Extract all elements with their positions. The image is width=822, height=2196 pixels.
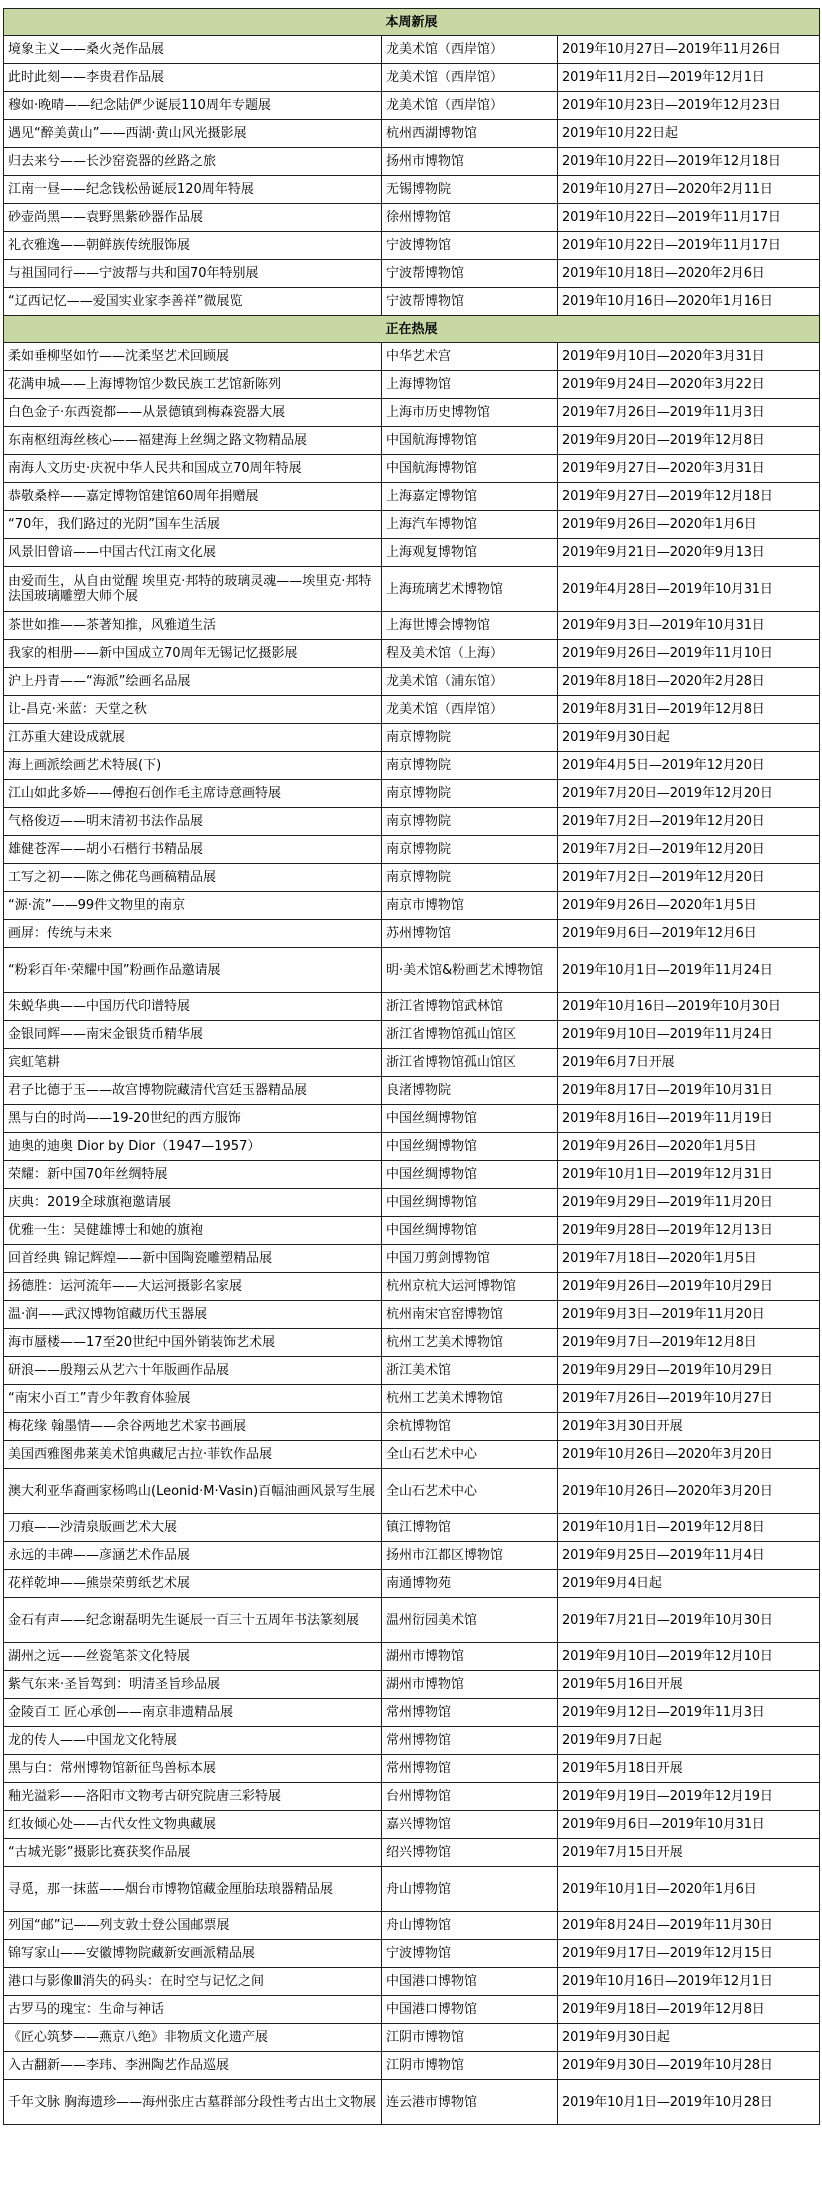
exhibition-venue: 南京博物院 bbox=[382, 836, 558, 864]
exhibition-dates: 2019年7月15日开展 bbox=[558, 1839, 820, 1867]
exhibition-title: 扬德胜：运河流年——大运河摄影名家展 bbox=[4, 1273, 382, 1301]
table-row bbox=[4, 1699, 820, 1727]
exhibition-venue: 苏州博物馆 bbox=[382, 920, 558, 948]
exhibition-dates: 2019年7月18日—2020年1月5日 bbox=[558, 1245, 820, 1273]
exhibition-dates: 2019年10月1日—2019年12月8日 bbox=[558, 1514, 820, 1542]
exhibition-title: 金石有声——纪念谢磊明先生诞辰一百三十五周年书法篆刻展 bbox=[4, 1598, 382, 1643]
exhibition-dates: 2019年7月20日—2019年12月20日 bbox=[558, 780, 820, 808]
exhibition-venue: 全山石艺术中心 bbox=[382, 1441, 558, 1469]
exhibition-dates: 2019年9月27日—2020年3月31日 bbox=[558, 455, 820, 483]
table-row bbox=[4, 511, 820, 539]
table-row bbox=[4, 232, 820, 260]
exhibition-venue: 南京博物院 bbox=[382, 724, 558, 752]
exhibition-title: 砂壶尚黑——袁野黑紫砂器作品展 bbox=[4, 204, 382, 232]
exhibition-dates: 2019年9月26日—2020年1月5日 bbox=[558, 1133, 820, 1161]
table-row bbox=[4, 539, 820, 567]
exhibition-venue: 良渚博物院 bbox=[382, 1077, 558, 1105]
section-title: 本周新展 bbox=[4, 9, 820, 36]
exhibition-venue: 浙江省博物馆武林馆 bbox=[382, 993, 558, 1021]
exhibition-dates: 2019年9月6日—2019年10月31日 bbox=[558, 1811, 820, 1839]
table-row bbox=[4, 2052, 820, 2080]
table-row bbox=[4, 1133, 820, 1161]
exhibition-dates: 2019年7月2日—2019年12月20日 bbox=[558, 864, 820, 892]
exhibition-title: 茶世如推——茶著知推，风雅道生活 bbox=[4, 612, 382, 640]
exhibition-title: 黑与白的时尚——19-20世纪的西方服饰 bbox=[4, 1105, 382, 1133]
exhibition-title: 入古翻新——李玮、李洲陶艺作品巡展 bbox=[4, 2052, 382, 2080]
table-row bbox=[4, 120, 820, 148]
exhibition-title: 花样乾坤——熊崇荣剪纸艺术展 bbox=[4, 1570, 382, 1598]
table-row bbox=[4, 427, 820, 455]
exhibition-venue: 龙美术馆（西岸馆） bbox=[382, 92, 558, 120]
exhibition-title: 海市蜃楼——17至20世纪中国外销装饰艺术展 bbox=[4, 1329, 382, 1357]
table-row bbox=[4, 1217, 820, 1245]
table-row bbox=[4, 993, 820, 1021]
exhibition-title: 回首经典 锦记辉煌——新中国陶瓷雕塑精品展 bbox=[4, 1245, 382, 1273]
exhibition-venue: 龙美术馆（浦东馆） bbox=[382, 668, 558, 696]
section-header-row bbox=[4, 316, 820, 343]
exhibition-dates: 2019年3月30日开展 bbox=[558, 1413, 820, 1441]
exhibition-title: 雄健苍浑——胡小石楷行书精品展 bbox=[4, 836, 382, 864]
table-row bbox=[4, 696, 820, 724]
exhibition-title: 气格俊迈——明末清初书法作品展 bbox=[4, 808, 382, 836]
exhibition-title: 梅花缘 翰墨情——余谷两地艺术家书画展 bbox=[4, 1413, 382, 1441]
table-row bbox=[4, 1161, 820, 1189]
table-row bbox=[4, 752, 820, 780]
table-row bbox=[4, 343, 820, 371]
exhibition-dates: 2019年7月2日—2019年12月20日 bbox=[558, 808, 820, 836]
table-row bbox=[4, 1514, 820, 1542]
exhibition-venue: 中国丝绸博物馆 bbox=[382, 1161, 558, 1189]
exhibition-title: 江山如此多娇——傅抱石创作毛主席诗意画特展 bbox=[4, 780, 382, 808]
exhibition-title: “南宋小百工”青少年教育体验展 bbox=[4, 1385, 382, 1413]
exhibition-dates: 2019年9月26日—2019年10月29日 bbox=[558, 1273, 820, 1301]
table-row bbox=[4, 1598, 820, 1643]
table-row bbox=[4, 1727, 820, 1755]
exhibition-venue: 台州博物馆 bbox=[382, 1783, 558, 1811]
table-row bbox=[4, 1357, 820, 1385]
exhibition-title: 朱蜕华典——中国历代印谱特展 bbox=[4, 993, 382, 1021]
table-row bbox=[4, 455, 820, 483]
exhibition-venue: 扬州市江都区博物馆 bbox=[382, 1542, 558, 1570]
table-row bbox=[4, 1542, 820, 1570]
section-header-row bbox=[4, 9, 820, 36]
table-row bbox=[4, 483, 820, 511]
exhibition-dates: 2019年9月27日—2019年12月18日 bbox=[558, 483, 820, 511]
table-row bbox=[4, 836, 820, 864]
exhibition-venue: 上海世博会博物馆 bbox=[382, 612, 558, 640]
exhibition-title: 让-昌克·米蓝：天堂之秋 bbox=[4, 696, 382, 724]
table-row bbox=[4, 92, 820, 120]
exhibition-title: 东南枢纽海丝核心——福建海上丝绸之路文物精品展 bbox=[4, 427, 382, 455]
exhibition-venue: 余杭博物馆 bbox=[382, 1413, 558, 1441]
exhibition-venue: 杭州京杭大运河博物馆 bbox=[382, 1273, 558, 1301]
exhibition-venue: 宁波帮博物馆 bbox=[382, 288, 558, 316]
exhibition-title: 永远的丰碑——彦涵艺术作品展 bbox=[4, 1542, 382, 1570]
table-row bbox=[4, 780, 820, 808]
exhibition-title: 金银同辉——南宋金银货币精华展 bbox=[4, 1021, 382, 1049]
exhibition-title: 庆典：2019全球旗袍邀请展 bbox=[4, 1189, 382, 1217]
exhibition-title: “古城光影”摄影比赛获奖作品展 bbox=[4, 1839, 382, 1867]
exhibition-venue: 常州博物馆 bbox=[382, 1699, 558, 1727]
exhibition-venue: 宁波博物馆 bbox=[382, 232, 558, 260]
exhibition-venue: 杭州工艺美术博物馆 bbox=[382, 1385, 558, 1413]
exhibition-title: 南海人文历史·庆祝中华人民共和国成立70周年特展 bbox=[4, 455, 382, 483]
exhibition-table-body bbox=[4, 9, 820, 2125]
exhibition-title: 黑与白：常州博物馆新征鸟兽标本展 bbox=[4, 1755, 382, 1783]
exhibition-venue: 常州博物馆 bbox=[382, 1755, 558, 1783]
exhibition-venue: 徐州博物馆 bbox=[382, 204, 558, 232]
exhibition-dates: 2019年10月26日—2020年3月20日 bbox=[558, 1441, 820, 1469]
exhibition-dates: 2019年10月16日—2020年1月16日 bbox=[558, 288, 820, 316]
exhibition-dates: 2019年10月18日—2020年2月6日 bbox=[558, 260, 820, 288]
exhibition-venue: 中国航海博物馆 bbox=[382, 427, 558, 455]
table-row bbox=[4, 64, 820, 92]
exhibition-title: 优雅一生：吴健雄博士和她的旗袍 bbox=[4, 1217, 382, 1245]
exhibition-venue: 南京市博物馆 bbox=[382, 892, 558, 920]
exhibition-dates: 2019年10月22日—2019年12月18日 bbox=[558, 148, 820, 176]
exhibition-dates: 2019年9月26日—2019年11月10日 bbox=[558, 640, 820, 668]
exhibition-title: “辽西记忆——爱国实业家李善祥”微展览 bbox=[4, 288, 382, 316]
exhibition-title: “70年，我们路过的光阴”国车生活展 bbox=[4, 511, 382, 539]
exhibition-venue: 中国刀剪剑博物馆 bbox=[382, 1245, 558, 1273]
exhibition-dates: 2019年9月18日—2019年12月8日 bbox=[558, 1996, 820, 2024]
table-row bbox=[4, 567, 820, 612]
exhibition-title: 画屏：传统与未来 bbox=[4, 920, 382, 948]
table-row bbox=[4, 176, 820, 204]
exhibition-dates: 2019年9月6日—2019年12月6日 bbox=[558, 920, 820, 948]
table-row bbox=[4, 1940, 820, 1968]
exhibition-venue: 南京博物院 bbox=[382, 864, 558, 892]
exhibition-dates: 2019年6月7日开展 bbox=[558, 1049, 820, 1077]
exhibition-dates: 2019年9月25日—2019年11月4日 bbox=[558, 1542, 820, 1570]
table-row bbox=[4, 612, 820, 640]
exhibition-title: 港口与影像Ⅲ消失的码头：在时空与记忆之间 bbox=[4, 1968, 382, 1996]
exhibition-title: “粉彩百年·荣耀中国”粉画作品邀请展 bbox=[4, 948, 382, 993]
exhibition-dates: 2019年5月16日开展 bbox=[558, 1671, 820, 1699]
exhibition-title: 恭敬桑梓——嘉定博物馆建馆60周年捐赠展 bbox=[4, 483, 382, 511]
exhibition-dates: 2019年4月28日—2019年10月31日 bbox=[558, 567, 820, 612]
exhibition-title: 锦写家山——安徽博物院藏新安画派精品展 bbox=[4, 1940, 382, 1968]
exhibition-dates: 2019年10月1日—2019年10月28日 bbox=[558, 2080, 820, 2125]
exhibition-dates: 2019年9月10日—2020年3月31日 bbox=[558, 343, 820, 371]
exhibition-venue: 嘉兴博物馆 bbox=[382, 1811, 558, 1839]
exhibition-dates: 2019年11月2日—2019年12月1日 bbox=[558, 64, 820, 92]
table-row bbox=[4, 948, 820, 993]
exhibition-venue: 上海汽车博物馆 bbox=[382, 511, 558, 539]
exhibition-dates: 2019年10月27日—2019年11月26日 bbox=[558, 36, 820, 64]
exhibition-venue: 无锡博物院 bbox=[382, 176, 558, 204]
exhibition-title: 研浪——殷翔云从艺六十年版画作品展 bbox=[4, 1357, 382, 1385]
exhibition-venue: 南京博物院 bbox=[382, 780, 558, 808]
exhibition-title: 澳大利亚华裔画家杨鸣山(Leonid·M·Vasin)百幅油画风景写生展 bbox=[4, 1469, 382, 1514]
table-row bbox=[4, 1811, 820, 1839]
table-row bbox=[4, 1867, 820, 1912]
exhibition-venue: 杭州西湖博物馆 bbox=[382, 120, 558, 148]
exhibition-venue: 上海观复博物馆 bbox=[382, 539, 558, 567]
table-row bbox=[4, 1755, 820, 1783]
exhibition-venue: 镇江博物馆 bbox=[382, 1514, 558, 1542]
exhibition-title: 湖州之远——丝瓷笔茶文化特展 bbox=[4, 1643, 382, 1671]
table-row bbox=[4, 892, 820, 920]
exhibition-dates: 2019年10月23日—2019年12月23日 bbox=[558, 92, 820, 120]
table-row bbox=[4, 1783, 820, 1811]
exhibition-title: 红妆倾心处——古代女性文物典藏展 bbox=[4, 1811, 382, 1839]
exhibition-title: 归去来兮——长沙窑瓷器的丝路之旅 bbox=[4, 148, 382, 176]
exhibition-venue: 舟山博物馆 bbox=[382, 1867, 558, 1912]
exhibition-title: 柔如垂柳坚如竹——沈柔坚艺术回顾展 bbox=[4, 343, 382, 371]
table-row bbox=[4, 1968, 820, 1996]
table-row bbox=[4, 1021, 820, 1049]
exhibition-dates: 2019年9月3日—2019年10月31日 bbox=[558, 612, 820, 640]
exhibition-venue: 浙江省博物馆孤山馆区 bbox=[382, 1021, 558, 1049]
exhibition-table bbox=[3, 8, 820, 2125]
exhibition-venue: 中国丝绸博物馆 bbox=[382, 1217, 558, 1245]
exhibition-dates: 2019年9月28日—2019年12月13日 bbox=[558, 1217, 820, 1245]
exhibition-venue: 中国丝绸博物馆 bbox=[382, 1105, 558, 1133]
exhibition-title: 古罗马的瑰宝：生命与神话 bbox=[4, 1996, 382, 2024]
exhibition-venue: 扬州市博物馆 bbox=[382, 148, 558, 176]
exhibition-title: 与祖国同行——宁波帮与共和国70年特别展 bbox=[4, 260, 382, 288]
exhibition-venue: 全山石艺术中心 bbox=[382, 1469, 558, 1514]
exhibition-dates: 2019年7月26日—2019年10月27日 bbox=[558, 1385, 820, 1413]
exhibition-venue: 上海市历史博物馆 bbox=[382, 399, 558, 427]
table-row bbox=[4, 1912, 820, 1940]
table-row bbox=[4, 2080, 820, 2125]
exhibition-venue: 浙江省博物馆孤山馆区 bbox=[382, 1049, 558, 1077]
exhibition-title: 境象主义——桑火尧作品展 bbox=[4, 36, 382, 64]
exhibition-dates: 2019年9月21日—2020年9月13日 bbox=[558, 539, 820, 567]
exhibition-venue: 中国丝绸博物馆 bbox=[382, 1189, 558, 1217]
exhibition-dates: 2019年10月1日—2019年12月31日 bbox=[558, 1161, 820, 1189]
exhibition-venue: 舟山博物馆 bbox=[382, 1912, 558, 1940]
exhibition-title: 龙的传人——中国龙文化特展 bbox=[4, 1727, 382, 1755]
table-row bbox=[4, 920, 820, 948]
exhibition-title: 此时此刻——李贵君作品展 bbox=[4, 64, 382, 92]
exhibition-dates: 2019年10月22日起 bbox=[558, 120, 820, 148]
exhibition-dates: 2019年9月29日—2019年11月20日 bbox=[558, 1189, 820, 1217]
exhibition-venue: 南京博物院 bbox=[382, 808, 558, 836]
exhibition-dates: 2019年7月26日—2019年11月3日 bbox=[558, 399, 820, 427]
exhibition-dates: 2019年10月1日—2020年1月6日 bbox=[558, 1867, 820, 1912]
exhibition-dates: 2019年9月26日—2020年1月6日 bbox=[558, 511, 820, 539]
exhibition-title: 风景旧曾谙——中国古代江南文化展 bbox=[4, 539, 382, 567]
exhibition-dates: 2019年8月24日—2019年11月30日 bbox=[558, 1912, 820, 1940]
exhibition-dates: 2019年9月17日—2019年12月15日 bbox=[558, 1940, 820, 1968]
table-row bbox=[4, 1671, 820, 1699]
exhibition-venue: 上海琉璃艺术博物馆 bbox=[382, 567, 558, 612]
exhibition-title: 工写之初——陈之佛花鸟画稿精品展 bbox=[4, 864, 382, 892]
exhibition-title: 遇见“醉美黄山”——西湖·黄山风光摄影展 bbox=[4, 120, 382, 148]
exhibition-venue: 龙美术馆（西岸馆） bbox=[382, 36, 558, 64]
exhibition-title: 荣耀：新中国70年丝绸特展 bbox=[4, 1161, 382, 1189]
exhibition-venue: 明·美术馆&粉画艺术博物馆 bbox=[382, 948, 558, 993]
exhibition-dates: 2019年10月22日—2019年11月17日 bbox=[558, 232, 820, 260]
exhibition-dates: 2019年9月10日—2019年12月10日 bbox=[558, 1643, 820, 1671]
exhibition-title: 白色金子·东西瓷都——从景德镇到梅森瓷器大展 bbox=[4, 399, 382, 427]
exhibition-title: 釉光溢彩——洛阳市文物考古研究院唐三彩特展 bbox=[4, 1783, 382, 1811]
exhibition-dates: 2019年10月26日—2020年3月20日 bbox=[558, 1469, 820, 1514]
exhibition-title: 宾虹笔耕 bbox=[4, 1049, 382, 1077]
exhibition-venue: 浙江美术馆 bbox=[382, 1357, 558, 1385]
table-row bbox=[4, 1643, 820, 1671]
exhibition-title: 寻觅，那一抹蓝——烟台市博物馆藏金厘胎珐琅器精品展 bbox=[4, 1867, 382, 1912]
exhibition-dates: 2019年10月16日—2019年10月30日 bbox=[558, 993, 820, 1021]
exhibition-title: 美国西雅图弗莱美术馆典藏尼古拉·菲钦作品展 bbox=[4, 1441, 382, 1469]
table-row bbox=[4, 668, 820, 696]
exhibition-venue: 湖州市博物馆 bbox=[382, 1671, 558, 1699]
table-row bbox=[4, 260, 820, 288]
exhibition-dates: 2019年9月30日—2019年10月28日 bbox=[558, 2052, 820, 2080]
exhibition-dates: 2019年8月31日—2019年12月8日 bbox=[558, 696, 820, 724]
exhibition-dates: 2019年9月19日—2019年12月19日 bbox=[558, 1783, 820, 1811]
exhibition-dates: 2019年9月20日—2019年12月8日 bbox=[558, 427, 820, 455]
exhibition-dates: 2019年9月30日起 bbox=[558, 2024, 820, 2052]
table-row bbox=[4, 1839, 820, 1867]
section-title: 正在热展 bbox=[4, 316, 820, 343]
exhibition-dates: 2019年8月18日—2020年2月28日 bbox=[558, 668, 820, 696]
exhibition-dates: 2019年9月26日—2020年1月5日 bbox=[558, 892, 820, 920]
exhibition-venue: 中国丝绸博物馆 bbox=[382, 1133, 558, 1161]
table-row bbox=[4, 36, 820, 64]
exhibition-dates: 2019年10月27日—2020年2月11日 bbox=[558, 176, 820, 204]
exhibition-venue: 龙美术馆（西岸馆） bbox=[382, 696, 558, 724]
exhibition-dates: 2019年9月30日起 bbox=[558, 724, 820, 752]
exhibition-venue: 杭州工艺美术博物馆 bbox=[382, 1329, 558, 1357]
table-row bbox=[4, 1077, 820, 1105]
table-row bbox=[4, 1329, 820, 1357]
exhibition-venue: 龙美术馆（西岸馆） bbox=[382, 64, 558, 92]
exhibition-venue: 中华艺术宫 bbox=[382, 343, 558, 371]
exhibition-dates: 2019年9月4日起 bbox=[558, 1570, 820, 1598]
exhibition-venue: 上海博物馆 bbox=[382, 371, 558, 399]
exhibition-title: 我家的相册——新中国成立70周年无锡记忆摄影展 bbox=[4, 640, 382, 668]
exhibition-title: 海上画派绘画艺术特展(下) bbox=[4, 752, 382, 780]
table-row bbox=[4, 864, 820, 892]
exhibition-venue: 常州博物馆 bbox=[382, 1727, 558, 1755]
table-row bbox=[4, 1105, 820, 1133]
exhibition-dates: 2019年5月18日开展 bbox=[558, 1755, 820, 1783]
table-row bbox=[4, 1441, 820, 1469]
exhibition-title: 穆如·晚晴——纪念陆俨少诞辰110周年专题展 bbox=[4, 92, 382, 120]
table-row bbox=[4, 1996, 820, 2024]
exhibition-dates: 2019年4月5日—2019年12月20日 bbox=[558, 752, 820, 780]
table-row bbox=[4, 148, 820, 176]
exhibition-venue: 杭州南宋官窑博物馆 bbox=[382, 1301, 558, 1329]
exhibition-dates: 2019年9月7日起 bbox=[558, 1727, 820, 1755]
exhibition-title: 刀痕——沙清泉版画艺术大展 bbox=[4, 1514, 382, 1542]
table-row bbox=[4, 808, 820, 836]
table-row bbox=[4, 724, 820, 752]
exhibition-title: 金陵百工 匠心承创——南京非遗精品展 bbox=[4, 1699, 382, 1727]
exhibition-title: 迪奥的迪奥 Dior by Dior（1947—1957） bbox=[4, 1133, 382, 1161]
exhibition-venue: 温州衍园美术馆 bbox=[382, 1598, 558, 1643]
exhibition-venue: 程及美术馆（上海） bbox=[382, 640, 558, 668]
exhibition-title: 温·润——武汉博物馆藏历代玉器展 bbox=[4, 1301, 382, 1329]
exhibition-venue: 宁波帮博物馆 bbox=[382, 260, 558, 288]
table-row bbox=[4, 1049, 820, 1077]
exhibition-venue: 南京博物院 bbox=[382, 752, 558, 780]
exhibition-dates: 2019年7月21日—2019年10月30日 bbox=[558, 1598, 820, 1643]
exhibition-dates: 2019年9月24日—2020年3月22日 bbox=[558, 371, 820, 399]
exhibition-venue: 上海嘉定博物馆 bbox=[382, 483, 558, 511]
table-row bbox=[4, 1469, 820, 1514]
exhibition-dates: 2019年8月17日—2019年10月31日 bbox=[558, 1077, 820, 1105]
exhibition-dates: 2019年8月16日—2019年11月19日 bbox=[558, 1105, 820, 1133]
table-row bbox=[4, 1301, 820, 1329]
table-row bbox=[4, 1413, 820, 1441]
exhibition-venue: 中国港口博物馆 bbox=[382, 1996, 558, 2024]
exhibition-dates: 2019年9月29日—2019年10月29日 bbox=[558, 1357, 820, 1385]
exhibition-venue: 绍兴博物馆 bbox=[382, 1839, 558, 1867]
exhibition-title: 江苏重大建设成就展 bbox=[4, 724, 382, 752]
table-row bbox=[4, 1570, 820, 1598]
exhibition-dates: 2019年9月12日—2019年11月3日 bbox=[558, 1699, 820, 1727]
exhibition-dates: 2019年9月7日—2019年12月8日 bbox=[558, 1329, 820, 1357]
exhibition-title: 列国“邮”记——列支敦士登公国邮票展 bbox=[4, 1912, 382, 1940]
exhibition-dates: 2019年10月1日—2019年11月24日 bbox=[558, 948, 820, 993]
exhibition-title: 君子比德于玉——故宫博物院藏清代宫廷玉器精品展 bbox=[4, 1077, 382, 1105]
table-row bbox=[4, 1189, 820, 1217]
exhibition-title: 千年文脉 胸海遗珍——海州张庄古墓群部分段性考古出土文物展 bbox=[4, 2080, 382, 2125]
exhibition-dates: 2019年7月2日—2019年12月20日 bbox=[558, 836, 820, 864]
exhibition-venue: 江阴市博物馆 bbox=[382, 2052, 558, 2080]
exhibition-dates: 2019年9月3日—2019年11月20日 bbox=[558, 1301, 820, 1329]
table-row bbox=[4, 399, 820, 427]
exhibition-title: 由爱而生，从自由觉醒 埃里克·邦特的玻璃灵魂——埃里克·邦特 法国玻璃雕塑大师个展 bbox=[4, 567, 382, 612]
exhibition-title: 《匠心筑梦——燕京八绝》非物质文化遗产展 bbox=[4, 2024, 382, 2052]
exhibition-dates: 2019年10月22日—2019年11月17日 bbox=[558, 204, 820, 232]
table-row bbox=[4, 1245, 820, 1273]
exhibition-venue: 湖州市博物馆 bbox=[382, 1643, 558, 1671]
table-row bbox=[4, 1385, 820, 1413]
table-row bbox=[4, 288, 820, 316]
table-row bbox=[4, 371, 820, 399]
exhibition-title: 紫气东来·圣旨驾到：明清圣旨珍品展 bbox=[4, 1671, 382, 1699]
table-row bbox=[4, 204, 820, 232]
exhibition-venue: 南通博物苑 bbox=[382, 1570, 558, 1598]
exhibition-title: 花满申城——上海博物馆少数民族工艺馆新陈列 bbox=[4, 371, 382, 399]
exhibition-dates: 2019年10月16日—2019年12月1日 bbox=[558, 1968, 820, 1996]
exhibition-title: “源·流”——99件文物里的南京 bbox=[4, 892, 382, 920]
exhibition-venue: 中国航海博物馆 bbox=[382, 455, 558, 483]
exhibition-dates: 2019年9月10日—2019年11月24日 bbox=[558, 1021, 820, 1049]
exhibition-venue: 宁波博物馆 bbox=[382, 1940, 558, 1968]
table-row bbox=[4, 640, 820, 668]
exhibition-venue: 中国港口博物馆 bbox=[382, 1968, 558, 1996]
table-row bbox=[4, 2024, 820, 2052]
exhibition-title: 礼衣雅逸——朝鲜族传统服饰展 bbox=[4, 232, 382, 260]
exhibition-title: 沪上丹青——“海派”绘画名品展 bbox=[4, 668, 382, 696]
exhibition-venue: 连云港市博物馆 bbox=[382, 2080, 558, 2125]
exhibition-title: 江南一昼——纪念钱松喦诞辰120周年特展 bbox=[4, 176, 382, 204]
table-row bbox=[4, 1273, 820, 1301]
exhibition-venue: 江阴市博物馆 bbox=[382, 2024, 558, 2052]
